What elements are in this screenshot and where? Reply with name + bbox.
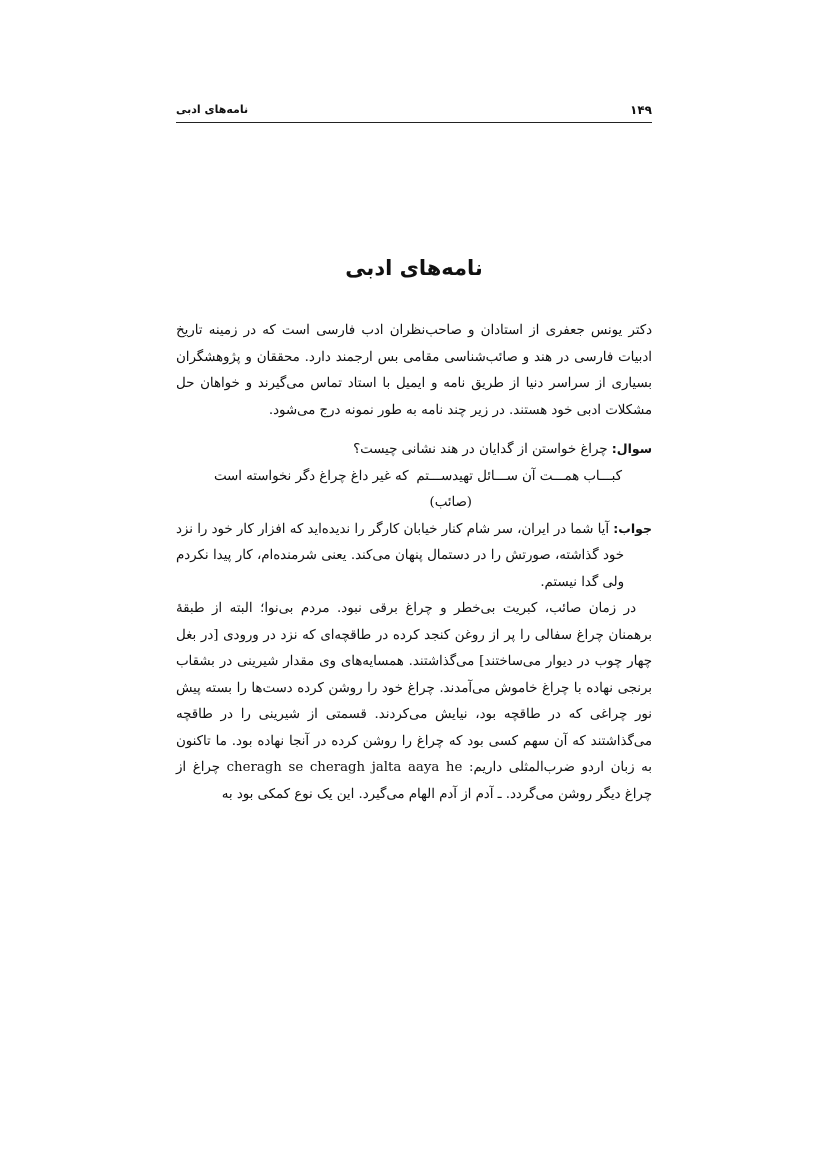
running-title: نامه‌های ادبی xyxy=(176,103,249,116)
question-text: چراغ خواستن از گدایان در هند نشانی چیست؟ xyxy=(353,442,608,457)
verse-line xyxy=(176,464,652,490)
answer-label: جواب: xyxy=(613,520,652,536)
page xyxy=(176,0,652,1169)
verse-author: (صائب) xyxy=(429,494,472,510)
explanation-continuation: چراغ از چراغ دیگر روشن می‌گردد. ـ آدم از آدم الهام می‌گیرد. این یک نوع کمکی بود به xyxy=(176,760,652,802)
verse-hemistich-2: که غیر داغ چراغ دگر نخواسته است xyxy=(214,468,409,484)
article-body xyxy=(176,318,652,808)
answer-text: آیا شما در ایران، سر شام کنار خیابان کارگر را ندیده‌اید که افزار کار خود را نزد خود گذاشته، صورتش را در دستمال پنهان می‌کند. یعنی شرمنده‌ام، کار پیدا نکردم ولی گدا نیستم. xyxy=(176,521,624,590)
question-label: سوال: xyxy=(611,441,652,456)
page-number: ۱۴۹ xyxy=(630,103,652,117)
latin-proverb: cheragh se cheragh jalta aaya he xyxy=(226,760,463,775)
question-line xyxy=(176,436,652,464)
answer-paragraph xyxy=(176,516,652,597)
verse-hemistich-1: کبـــاب همـــت آن ســـائل تهیدســـتم xyxy=(416,468,622,484)
intro-paragraph: دکتر یونس جعفری از استادان و صاحب‌نظران ادب فارسی است که در زمینه تاریخ ادبیات فارسی در هند و صائب‌شناسی مقامی بس ارجمند دارد. محققان و پژوهشگران بسیاری از سراسر دنیا از طریق نامه و ایمیل با استاد تماس می‌گیرند و خواهان حل مشکلات ادبی خود هستند. در زیر چند نامه به طور نمونه درج می‌شود. xyxy=(176,323,652,418)
running-header xyxy=(176,100,652,123)
explanation-paragraph xyxy=(176,596,652,808)
article-title: نامه‌های ادبی xyxy=(345,256,483,280)
explanation-text: در زمان صائب، کبریت بی‌خطر و چراغ برقی نبود. مردم بی‌نوا؛ البته از طبقۀ برهمنان چراغ سفالی را پر از روغن کنجد کرده در طاقچه‌ای که نزد در ورودی [در بغل چهار چوب در دیوار می‌ساختند] می‌گذاشتند. همسایه‌های وی مقدار شیرینی در بشقاب برنجی نهاده با چراغ خاموش می‌آمدند. چراغ خود را روشن کرده دست‌ها را بسته پیش نور چراغی که در طاقچه بود، نیایش می‌کردند. قسمتی از شیرینی را در طاقچه می‌گذاشتند که آن سهم کسی بود که چراغ را روشن کرده در آنجا نهاده بود. ما تاکنون به زبان اردو ضرب‌المثلی داریم: xyxy=(176,601,652,775)
